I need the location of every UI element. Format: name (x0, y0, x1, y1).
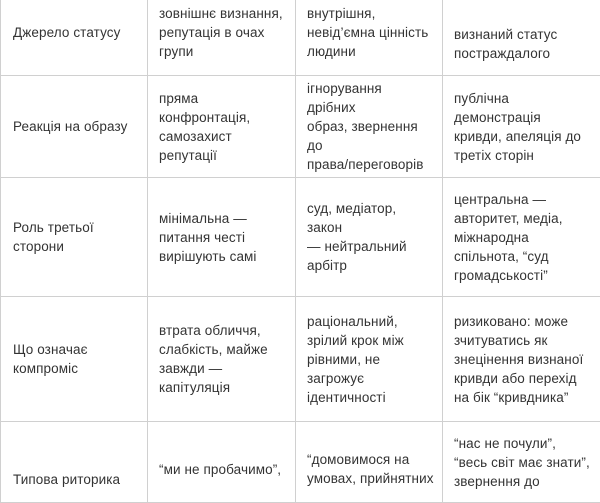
cell-text: ризиковано: може зчитуватись як знецінення визнаної кривди або перехід на бік “кривдника” (454, 312, 596, 407)
cell-text: мінімальна — питання честі вирішують самі (159, 209, 287, 266)
cell-text: “ми не пробачимо”, (159, 422, 287, 479)
table-cell (443, 0, 600, 76)
table-cell (443, 422, 600, 503)
row-label: Роль третьої сторони (13, 218, 139, 256)
table-cell (296, 422, 443, 503)
cell-text: внутрішня, невід’ємна цінність людини (307, 4, 434, 61)
table-cell (148, 76, 296, 178)
table-cell (296, 178, 443, 297)
table-cell (296, 0, 443, 76)
table-row (1, 178, 600, 297)
row-label: Що означає компроміс (13, 340, 139, 378)
cell-text: центральна — авторитет, медіа, міжнародна спільнота, “суд громадськості” (454, 190, 596, 285)
table-cell (148, 422, 296, 503)
cell-text: зовнішнє визнання, репутація в очах групи (159, 4, 287, 61)
row-label: Реакція на образу (13, 117, 139, 136)
cell-text: “нас не почули”, “весь світ має знати”, звернення до (454, 422, 596, 491)
table-row (1, 76, 600, 178)
table-cell (148, 178, 296, 297)
table-cell (296, 76, 443, 178)
cell-text: визнаний статус постраждалого (454, 0, 596, 63)
table-cell (296, 297, 443, 422)
row-label: Типова риторика (13, 422, 139, 489)
row-label-cell (1, 178, 148, 297)
table-cell (443, 297, 600, 422)
table-cell (148, 0, 296, 76)
cell-text: пряма конфронтація, самозахист репутації (159, 89, 287, 165)
table-cell (148, 297, 296, 422)
row-label-cell (1, 76, 148, 178)
table-row (1, 0, 600, 76)
cell-text: раціональний, зрілий крок між рівними, не загрожує ідентичності (307, 312, 434, 407)
table-cell (443, 76, 600, 178)
cell-text: втрата обличчя, слабкість, майже завжди — капітуляція (159, 321, 287, 397)
table-row (1, 422, 600, 503)
cell-text: публічна демонстрація кривди, апеляція до третіх сторін (454, 89, 596, 165)
cell-text: “домовимося на умовах, прийнятних (307, 422, 434, 488)
cell-text: ігнорування дрібних образ, звернення до права/переговорів (307, 79, 434, 174)
table-cell (443, 178, 600, 297)
cell-text: суд, медіатор, закон — нейтральний арбітр (307, 199, 434, 275)
row-label-cell (1, 0, 148, 76)
row-label-cell (1, 422, 148, 503)
row-label-cell (1, 297, 148, 422)
row-label: Джерело статусу (13, 23, 139, 42)
table-row (1, 297, 600, 422)
